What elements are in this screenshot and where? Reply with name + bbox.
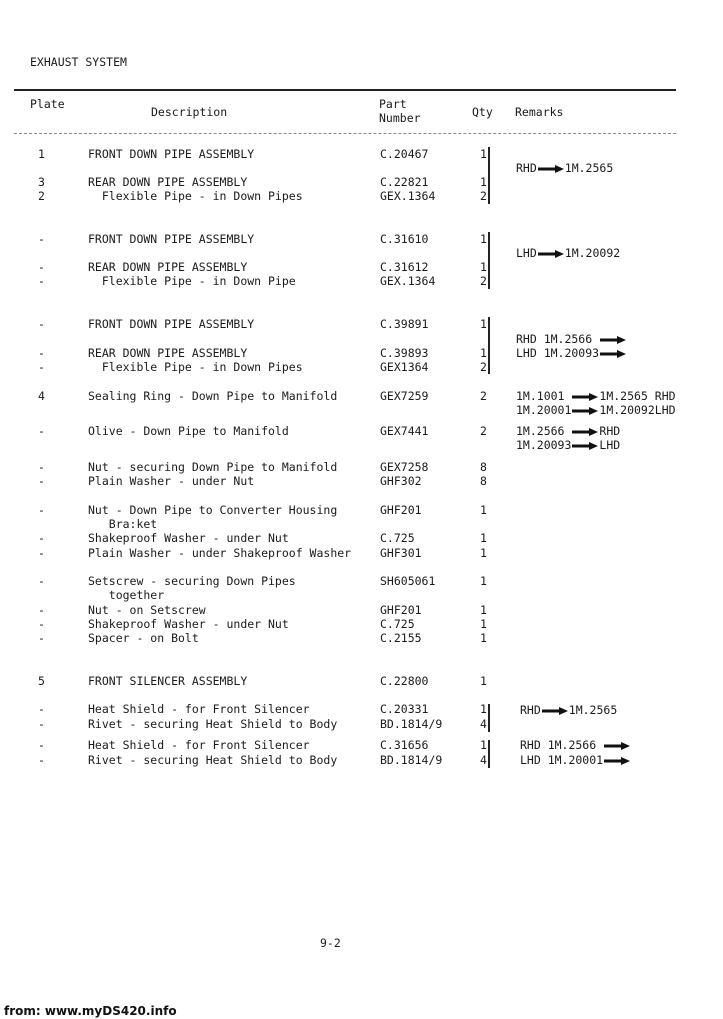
remark [516, 161, 613, 175]
remark-text: RHD 1M.2566 [516, 332, 593, 346]
arrow-right-icon [542, 707, 568, 715]
remark [520, 703, 617, 717]
arrow-right-icon [572, 407, 598, 415]
qty-cell: 1 [480, 631, 487, 645]
description-cell: Nut - on Setscrew [88, 603, 206, 617]
plate-cell: - [38, 260, 45, 274]
arrow-right-icon [572, 442, 598, 450]
remark-text: 1M.20092LHD [599, 403, 676, 417]
qty-cell: 1 [480, 546, 487, 560]
description-cell: Setscrew - securing Down Pipes [88, 574, 296, 588]
remark-text: 1M.2565 [564, 161, 614, 175]
part-number-cell: GEX7441 [380, 424, 429, 438]
part-number-cell: GEX.1364 [380, 274, 436, 288]
description-cell: REAR DOWN PIPE ASSEMBLY [88, 260, 248, 274]
group-bracket [488, 317, 490, 374]
plate-cell: - [38, 424, 45, 438]
qty-cell: 2 [480, 389, 487, 403]
plate-cell: - [38, 574, 45, 588]
part-number-cell: C.20467 [380, 147, 429, 161]
page-title: EXHAUST SYSTEM [30, 55, 127, 69]
remark [516, 424, 620, 438]
header-bottom-rule [14, 133, 676, 134]
qty-cell: 2 [480, 189, 487, 203]
plate-cell: - [38, 546, 45, 560]
description-cell: Heat Shield - for Front Silencer [88, 702, 310, 716]
remark [516, 346, 627, 360]
part-number-cell: GHF301 [380, 546, 422, 560]
header-part-line1: Part [379, 97, 407, 111]
plate-cell: 4 [38, 389, 45, 403]
description-cell: Sealing Ring - Down Pipe to Manifold [88, 389, 338, 403]
remark [516, 332, 627, 346]
plate-cell: - [38, 317, 45, 331]
plate-cell: - [38, 531, 45, 545]
plate-cell: - [38, 753, 45, 767]
part-number-cell: C.2155 [380, 631, 422, 645]
plate-cell: 5 [38, 674, 45, 688]
remark [520, 753, 631, 767]
qty-cell: 2 [480, 424, 487, 438]
part-number-cell: SH605061 [380, 574, 436, 588]
description-cell: Nut - Down Pipe to Converter Housing [88, 503, 338, 517]
remark-text: LHD [516, 246, 537, 260]
description-cell: REAR DOWN PIPE ASSEMBLY [88, 175, 248, 189]
remark-text: 1M.1001 [516, 389, 565, 403]
qty-cell: 1 [480, 617, 487, 631]
remark-text: 1M.20092 [564, 246, 621, 260]
remark-text: 1M.2565 [568, 703, 618, 717]
description-cell: Bra:ket [88, 517, 158, 531]
plate-cell: - [38, 346, 45, 360]
description-cell: Shakeproof Washer - under Nut [88, 617, 289, 631]
description-cell: Shakeproof Washer - under Nut [88, 531, 289, 545]
group-bracket [488, 704, 490, 732]
header-part-line2: Number [379, 111, 421, 125]
description-cell: Flexible Pipe - in Down Pipes [88, 189, 303, 203]
plate-cell: - [38, 717, 45, 731]
page-number: 9-2 [320, 936, 341, 950]
remark-text: 1M.2566 [516, 424, 565, 438]
description-cell: together [88, 588, 165, 602]
qty-cell: 1 [480, 260, 487, 274]
part-number-cell: C.22800 [380, 674, 429, 688]
description-cell: Plain Washer - under Shakeproof Washer [88, 546, 352, 560]
plate-cell: 2 [38, 189, 45, 203]
remark-text: 1M.2565 RHD [599, 389, 676, 403]
part-number-cell: C.31610 [380, 232, 429, 246]
qty-cell: 4 [480, 717, 487, 731]
remark-text: RHD [516, 161, 537, 175]
header-remarks: Remarks [515, 105, 564, 119]
description-cell: Plain Washer - under Nut [88, 474, 255, 488]
description-cell: Heat Shield - for Front Silencer [88, 738, 310, 752]
arrow-right-icon [572, 428, 598, 436]
plate-cell: - [38, 631, 45, 645]
plate-cell: - [38, 232, 45, 246]
plate-cell: - [38, 274, 45, 288]
qty-cell: 1 [480, 531, 487, 545]
part-number-cell: C.39893 [380, 346, 429, 360]
part-number-cell: C.39891 [380, 317, 429, 331]
qty-cell: 8 [480, 460, 487, 474]
remark-text: RHD [599, 424, 621, 438]
plate-cell: - [38, 503, 45, 517]
part-number-cell: GHF302 [380, 474, 422, 488]
part-number-cell: C.725 [380, 617, 415, 631]
part-number-cell: GEX1364 [380, 360, 429, 374]
qty-cell: 1 [480, 674, 487, 688]
remark-text: RHD 1M.2566 [520, 738, 597, 752]
plate-cell: 1 [38, 147, 45, 161]
plate-cell: - [38, 360, 45, 374]
qty-cell: 1 [480, 346, 487, 360]
part-number-cell: GHF201 [380, 503, 422, 517]
source-footer: from: www.myDS420.info [4, 1004, 177, 1018]
part-number-cell: C.22821 [380, 175, 429, 189]
remark-text: LHD 1M.20093 [516, 346, 600, 360]
part-number-cell: BD.1814/9 [380, 717, 443, 731]
arrow-right-icon [538, 250, 564, 258]
part-number-cell: GEX7258 [380, 460, 429, 474]
arrow-right-icon [538, 165, 564, 173]
qty-cell: 1 [480, 175, 487, 189]
qty-cell: 1 [480, 503, 487, 517]
qty-cell: 1 [480, 574, 487, 588]
remark [516, 246, 620, 260]
remark-text: LHD 1M.20001 [520, 753, 604, 767]
qty-cell: 1 [480, 603, 487, 617]
qty-cell: 1 [480, 702, 487, 716]
qty-cell: 1 [480, 147, 487, 161]
plate-cell: 3 [38, 175, 45, 189]
arrow-right-icon [600, 336, 626, 344]
description-cell: Nut - securing Down Pipe to Manifold [88, 460, 338, 474]
arrow-right-icon [572, 393, 598, 401]
description-cell: Flexible Pipe - in Down Pipe [88, 274, 296, 288]
qty-cell: 8 [480, 474, 487, 488]
description-cell: REAR DOWN PIPE ASSEMBLY [88, 346, 248, 360]
description-cell: Olive - Down Pipe to Manifold [88, 424, 289, 438]
qty-cell: 1 [480, 738, 487, 752]
description-cell: FRONT DOWN PIPE ASSEMBLY [88, 147, 255, 161]
description-cell: FRONT SILENCER ASSEMBLY [88, 674, 248, 688]
part-number-cell: C.31656 [380, 738, 429, 752]
group-bracket [488, 232, 490, 289]
plate-cell: - [38, 460, 45, 474]
part-number-cell: GHF201 [380, 603, 422, 617]
qty-cell: 4 [480, 753, 487, 767]
description-cell: Rivet - securing Heat Shield to Body [88, 753, 338, 767]
qty-cell: 1 [480, 232, 487, 246]
plate-cell: - [38, 617, 45, 631]
description-cell: Spacer - on Bolt [88, 631, 199, 645]
description-cell: Flexible Pipe - in Down Pipes [88, 360, 303, 374]
remark [516, 389, 676, 403]
qty-cell: 2 [480, 274, 487, 288]
remark-text: 1M.20093 [516, 438, 572, 452]
part-number-cell: C.725 [380, 531, 415, 545]
group-bracket [488, 147, 490, 204]
group-bracket [488, 740, 490, 768]
description-cell: FRONT DOWN PIPE ASSEMBLY [88, 232, 255, 246]
remark [516, 438, 620, 452]
part-number-cell: GEX.1364 [380, 189, 436, 203]
remark-text: 1M.20001 [516, 403, 572, 417]
description-cell: Rivet - securing Heat Shield to Body [88, 717, 338, 731]
part-number-cell: BD.1814/9 [380, 753, 443, 767]
header-description: Description [151, 105, 228, 119]
part-number-cell: C.20331 [380, 702, 429, 716]
header-top-rule [14, 89, 676, 91]
plate-cell: - [38, 603, 45, 617]
plate-cell: - [38, 738, 45, 752]
remark-text: RHD [520, 703, 541, 717]
arrow-right-icon [604, 742, 630, 750]
arrow-right-icon [604, 757, 630, 765]
arrow-right-icon [600, 350, 626, 358]
remark [516, 403, 676, 417]
description-cell: FRONT DOWN PIPE ASSEMBLY [88, 317, 255, 331]
part-number-cell: C.31612 [380, 260, 429, 274]
header-plate: Plate [30, 97, 65, 111]
plate-cell: - [38, 702, 45, 716]
header-qty: Qty [472, 105, 493, 119]
plate-cell: - [38, 474, 45, 488]
remark-text: LHD [599, 438, 621, 452]
qty-cell: 2 [480, 360, 487, 374]
part-number-cell: GEX7259 [380, 389, 429, 403]
remark [520, 738, 631, 752]
qty-cell: 1 [480, 317, 487, 331]
